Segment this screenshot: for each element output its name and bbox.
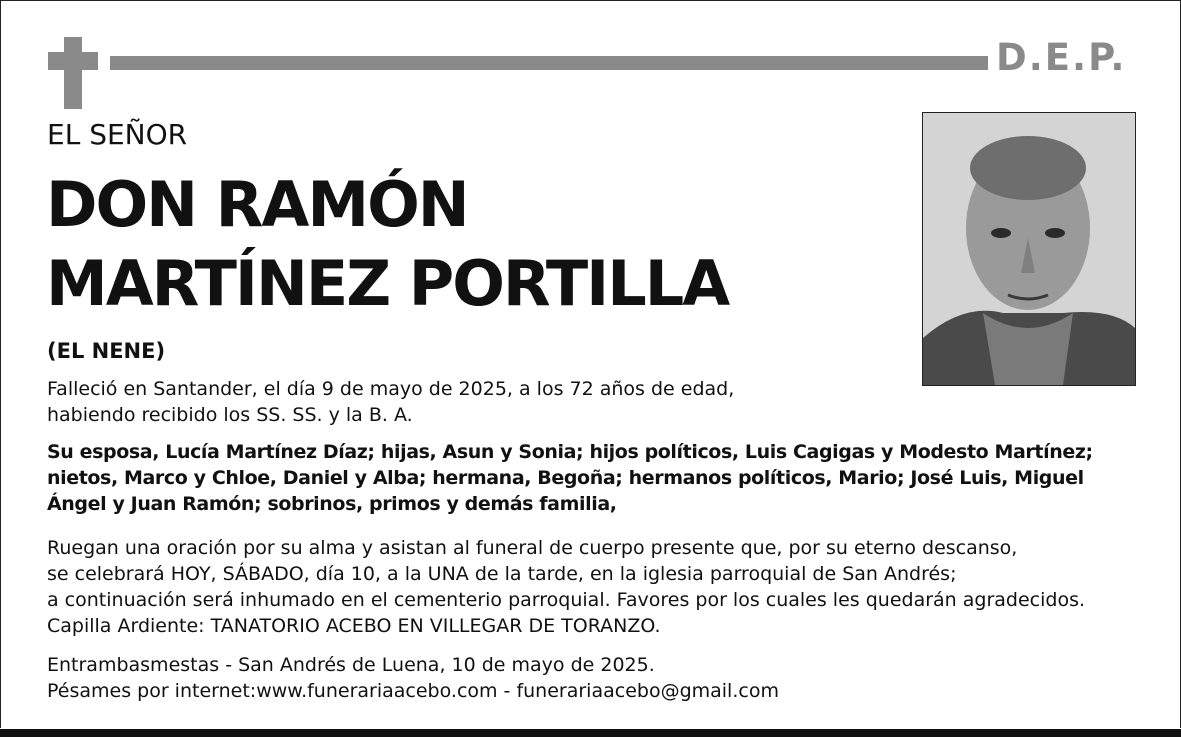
family-line-2: nietos, Marco y Chloe, Daniel y Alba; hermana, Begoña; hermanos políticos, Mario; José Luis, Miguel: [47, 467, 1084, 489]
funeral-line-2: se celebrará HOY, SÁBADO, día 10, a la UNA de la tarde, en la iglesia parroquial de San Andrés;: [47, 563, 957, 585]
deceased-name-line-2: MARTÍNEZ PORTILLA: [46, 247, 729, 320]
funeral-line-4: Capilla Ardiente: TANATORIO ACEBO EN VILLEGAR DE TORANZO.: [47, 615, 661, 637]
funeral-details: [47, 535, 1157, 639]
deceased-name-line-1: DON RAMÓN: [46, 168, 468, 241]
portrait-image: [923, 113, 1135, 385]
family-line-3: Ángel y Juan Ramón; sobrinos, primos y demás familia,: [47, 493, 617, 515]
title-prefix: EL SEÑOR: [47, 118, 188, 151]
portrait-photo: [922, 112, 1136, 386]
cross-icon-vertical: [64, 37, 82, 109]
cross-icon-horizontal: [48, 52, 98, 70]
family-line-1: Su esposa, Lucía Martínez Díaz; hijas, Asun y Sonia; hijos políticos, Luis Cagigas y Modesto Martínez;: [47, 441, 1093, 463]
death-line-2: habiendo recibido los SS. SS. y la B. A.: [47, 404, 413, 426]
header-rule: [110, 56, 988, 70]
funeral-line-1: Ruegan una oración por su alma y asistan al funeral de cuerpo presente que, por su eterno descanso,: [47, 537, 1018, 559]
funeral-line-3: a continuación será inhumado en el cementerio parroquial. Favores por los cuales les quedarán agradecidos.: [47, 589, 1086, 611]
nickname: (EL NENE): [47, 339, 166, 363]
dep-label: D.E.P.: [996, 36, 1127, 79]
death-line-1: Falleció en Santander, el día 9 de mayo de 2025, a los 72 años de edad,: [47, 378, 735, 400]
death-notice: [47, 376, 1157, 428]
footer-place-date: Entrambasmestas - San Andrés de Luena, 10 de mayo de 2025.: [47, 654, 655, 676]
footer: [47, 652, 1157, 704]
family-list: [47, 439, 1157, 517]
bottom-rule: [0, 729, 1181, 737]
footer-contact: Pésames por internet:www.funerariaacebo.com - funerariaacebo@gmail.com: [47, 680, 779, 702]
